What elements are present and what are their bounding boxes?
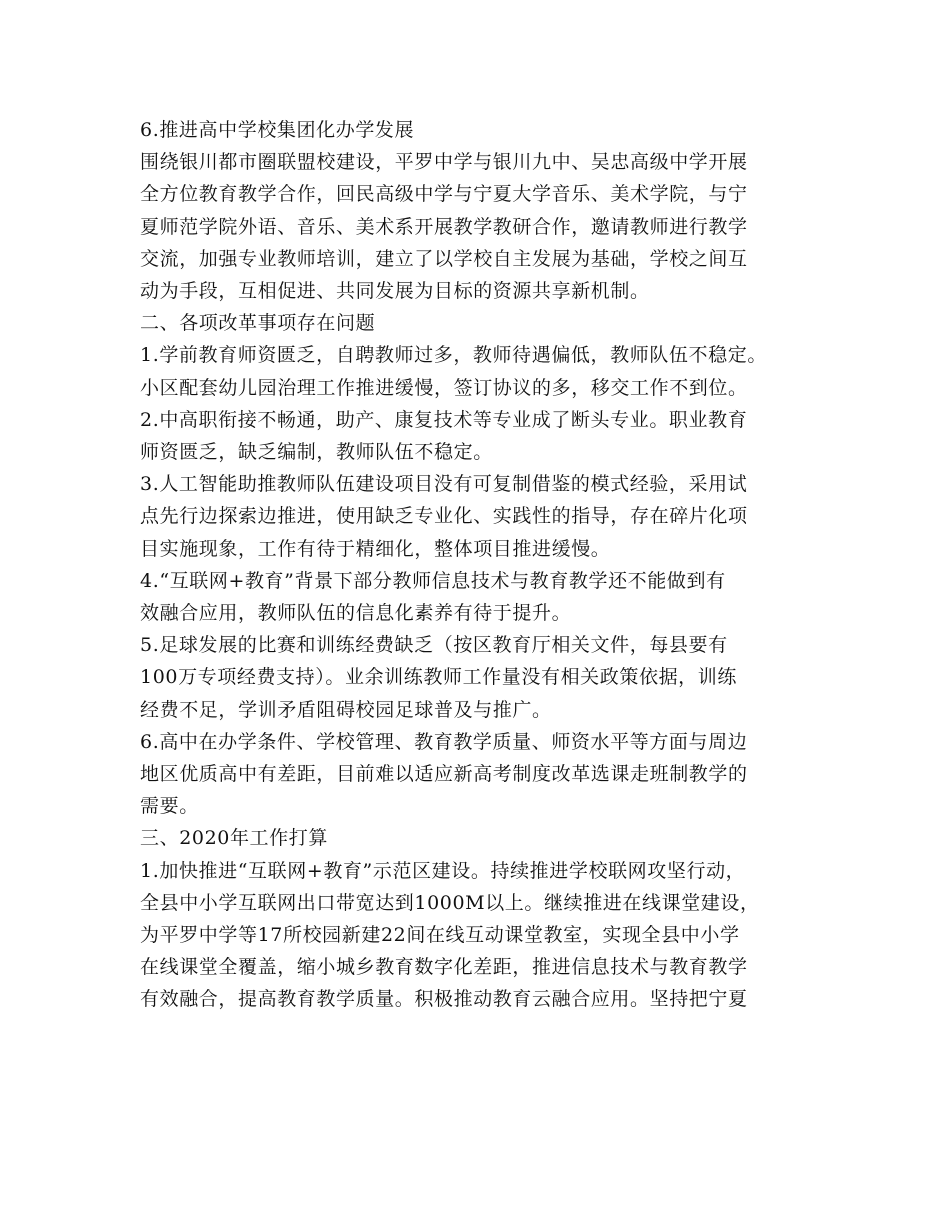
text-line: 1.学前教育师资匮乏，自聘教师过多，教师待遇偏低，教师队伍不稳定。 <box>140 344 767 367</box>
text-line: 小区配套幼儿园治理工作推进缓慢，签订协议的多，移交工作不到位。 <box>140 376 748 399</box>
text-line: 全方位教育教学合作，回民高级中学与宁夏大学音乐、美术学院，与宁 <box>140 183 748 206</box>
text-line: 3.人工智能助推教师队伍建设项目没有可复制借鉴的模式经验，采用试 <box>140 473 748 496</box>
text-line: 点先行边探索边推进，使用缺乏专业化、实践性的指导，存在碎片化项 <box>140 505 748 528</box>
text-line: 2.中高职衔接不畅通，助产、康复技术等专业成了断头专业。职业教育 <box>140 408 748 431</box>
text-line: 效融合应用，教师队伍的信息化素养有待于提升。 <box>140 602 572 625</box>
text-line: 5.足球发展的比赛和训练经费缺乏（按区教育厅相关文件，每县要有 <box>140 634 728 657</box>
text-line: 为平罗中学等17所校园新建22间在线互动课堂教室，实现全县中小学 <box>140 924 740 947</box>
text-line: 动为手段，互相促进、共同发展为目标的资源共享新机制。 <box>140 280 650 303</box>
section-heading: 二、各项改革事项存在问题 <box>140 312 376 335</box>
text-line: 1.加快推进“互联网+教育”示范区建设。持续推进学校联网攻坚行动， <box>140 859 746 882</box>
text-line: 师资匮乏，缺乏编制，教师队伍不稳定。 <box>140 441 493 464</box>
text-line: 目实施现象，工作有待于精细化，整体项目推进缓慢。 <box>140 537 611 560</box>
text-line: 交流，加强专业教师培训，建立了以学校自主发展为基础，学校之间互 <box>140 247 748 270</box>
text-line: 围绕银川都市圈联盟校建设，平罗中学与银川九中、吴忠高级中学开展 <box>140 151 748 174</box>
text-line: 需要。 <box>140 795 199 818</box>
text-line: 4.“互联网+教育”背景下部分教师信息技术与教育教学还不能做到有 <box>140 569 726 592</box>
text-line: 6.推进高中学校集团化办学发展 <box>140 119 415 141</box>
text-line: 全县中小学互联网出口带宽达到1000M以上。继续推进在线课堂建设， <box>140 891 760 914</box>
text-line: 经费不足，学训矛盾阻碍校园足球普及与推广。 <box>140 698 552 721</box>
text-line: 在线课堂全覆盖，缩小城乡教育数字化差距，推进信息技术与教育教学 <box>140 956 748 979</box>
document-page <box>140 114 830 1016</box>
text-line: 有效融合，提高教育教学质量。积极推动教育云融合应用。坚持把宁夏 <box>140 988 748 1011</box>
text-line: 夏师范学院外语、音乐、美术系开展教学教研合作，邀请教师进行教学 <box>140 215 748 238</box>
text-line: 100万专项经费支持）。业余训练教师工作量没有相关政策依据，训练 <box>140 666 737 689</box>
text-line: 6.高中在办学条件、学校管理、教育教学质量、师资水平等方面与周边 <box>140 730 748 753</box>
text-line: 地区优质高中有差距，目前难以适应新高考制度改革选课走班制教学的 <box>140 763 748 786</box>
section-heading: 三、2020年工作打算 <box>140 827 328 850</box>
